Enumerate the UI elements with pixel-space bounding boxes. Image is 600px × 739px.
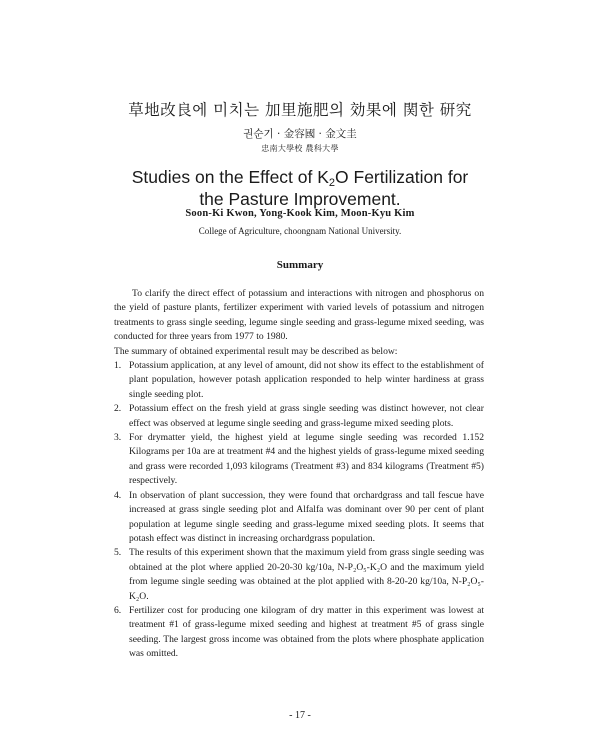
summary-item [114, 402, 484, 431]
summary-item-number: 6. [114, 604, 122, 616]
summary-item-text: Potassium effect on the fresh yield at grass single seeding was distinct however, not clear effect was observed at legume single seeding and grass-legume mixed seeding plots. [129, 403, 484, 429]
korean-title: 草地改良에 미치는 加里施肥의 効果에 関한 研究 [128, 101, 472, 119]
summary-lead: The summary of obtained experimental result may be described as below: [114, 345, 398, 357]
english-title-line2: the Pasture Improvement. [199, 189, 401, 209]
summary-item-number: 4. [114, 489, 122, 501]
english-title [0, 166, 600, 210]
korean-authors: 권순기 · 金容國 · 金文圭 [243, 128, 357, 140]
summary-list [114, 359, 484, 662]
summary-item [114, 359, 484, 402]
english-title-part1: Studies on the Effect of K [131, 167, 329, 187]
summary-item-number: 5. [114, 547, 122, 559]
summary-item [114, 546, 484, 604]
summary-item-number: 2. [114, 403, 122, 415]
page-number: - 17 - [289, 710, 311, 721]
summary-item [114, 489, 484, 547]
summary-item [114, 604, 484, 662]
korean-affiliation: 忠南大學校 農科大學 [261, 144, 339, 153]
summary-item-number: 1. [114, 360, 122, 372]
summary-item-text: For drymatter yield, the highest yield at legume single seeding was recorded 1.152 Kilograms per 10a are at treatment #4 and the highest yields of grass-legume mixed seeding and grass were recorded 1,093 kilograms (Treatment #3) and 834 kilograms (Treatment #5) respectively. [129, 432, 484, 487]
summary-item-text: The results of this experiment shown that the maximum yield from grass single seeding was obtained at the plot where applied 20-20-30 kg/10a, N-P₂O₅-K₂O and the maximum yield from legume single seeding was obtained at the plot applied with 8-20-20 kg/10a, N-P₂O₅-K₂O. [129, 547, 484, 602]
summary-item-text: Potassium application, at any level of amount, did not show its effect to the establishment of plant population, however potash application responded to help winter hardiness at grass single seeding plot. [129, 360, 484, 400]
summary-item-text: In observation of plant succession, they were found that orchardgrass and tall fescue have increased at grass single seeding plot and Alfalfa was dominant over 90 per cent of plant population at legume single seeding and grass-legume mixed seeding plots. It seems that potash effect was distinct in increasing orchardgrass population. [129, 489, 484, 544]
summary-item-text: Fertilizer cost for producing one kilogram of dry matter in this experiment was lowest at treatment #1 of grass-legume mixed seeding and highest at treatment #5 of grass single seeding. The largest gross income was obtained from the plots where phosphate application was omitted. [129, 604, 484, 660]
summary-item [114, 431, 484, 489]
english-title-part2: O Fertilization for [335, 167, 469, 187]
summary-item-number: 3. [114, 432, 122, 444]
summary-intro: To clarify the direct effect of potassium and interactions with nitrogen and phosphorus on the yield of pasture plants, fertilizer experiment with varied levels of potassium and nitrogen treatments to grass single seeding, legume single seeding and grass-legume mixed seeding, was conducted for three years from 1977 to 1980. [114, 288, 484, 343]
english-title-subscript: 2 [328, 177, 336, 189]
english-affiliation: College of Agriculture, choongnam National University. [198, 226, 402, 236]
summary-heading: Summary [276, 259, 324, 271]
summary-body [114, 287, 484, 662]
english-authors: Soon-Ki Kwon, Yong-Kook Kim, Moon-Kyu Kim [185, 208, 415, 219]
